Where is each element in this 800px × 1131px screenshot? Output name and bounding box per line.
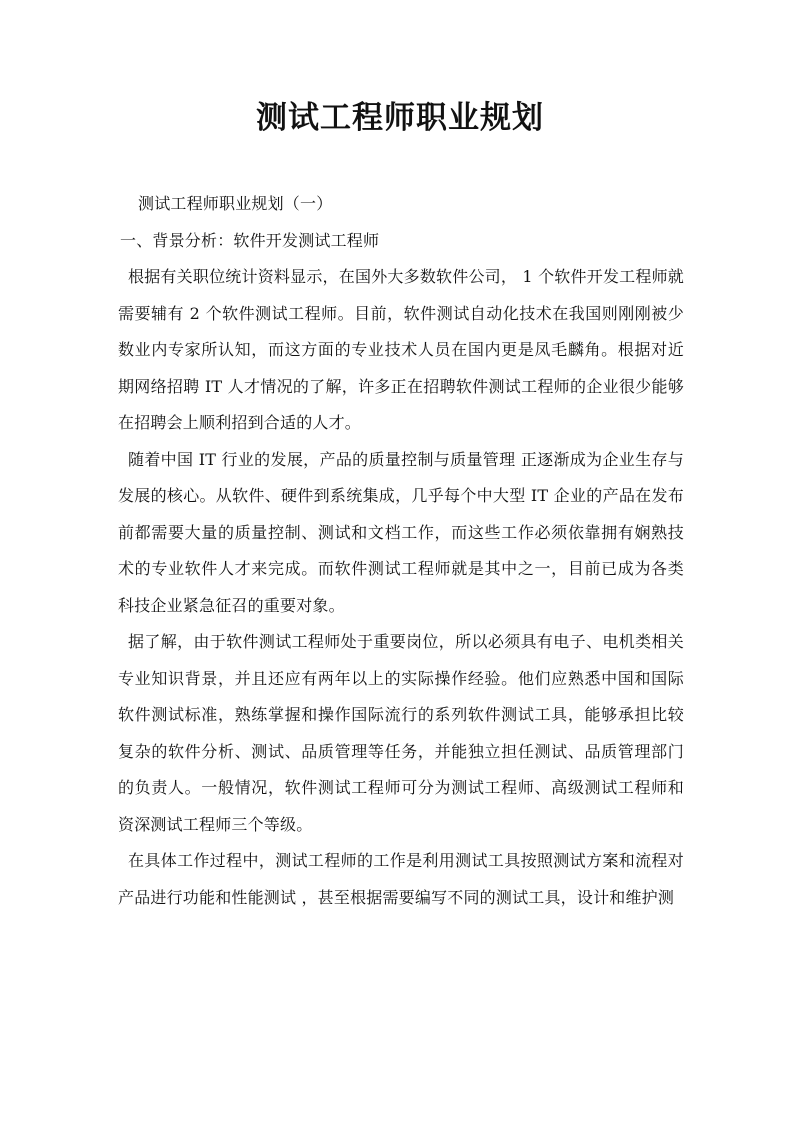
paragraph-4: 在具体工作过程中，测试工程师的工作是利用测试工具按照测试方案和流程对产品进行功能和性能测试 ，甚至根据需要编写不同的测试工具，设计和维护测 xyxy=(118,851,684,907)
paragraph-3: 据了解，由于软件测试工程师处于重要岗位，所以必须具有电子、电机类相关专业知识背景，并且还应有两年以上的实际操作经验。他们应熟悉中国和国际软件测试标准，熟练掌握和操作国际流行的系列软件测试工具，能够承担比较复杂的软件分析、测试、品质管理等任务，并能独立担任测试、品质管理部门的负责人。一般情况，软件测试工程师可分为测试工程师、高级测试工程师和资深测试工程师三个等级。 xyxy=(118,632,684,834)
section-heading: 一、背景分析：软件开发测试工程师 xyxy=(120,230,380,250)
paragraph-1: 根据有关职位统计资料显示，在国外大多数软件公司， 1 个软件开发工程师就需要辅有 2 个软件测试工程师。目前，软件测试自动化技术在我国则刚刚被少数业内专家所认知，而这方面的专业技术人员在国内更是凤毛麟角。根据对近期网络招聘 IT 人才情况的了解，许多正在招聘软件测试工程师的企业很少能够在招聘会上顺利招到合适的人才。 xyxy=(118,267,684,432)
document-subtitle: 测试工程师职业规划（一） xyxy=(138,194,333,213)
document-title: 测试工程师职业规划 xyxy=(256,100,544,136)
paragraph-2: 随着中国 IT 行业的发展，产品的质量控制与质量管理 正逐渐成为企业生存与发展的核心。从软件、硬件到系统集成，几乎每个中大型 IT 企业的产品在发布前都需要大量的质量控制、测试和文档工作，而这些工作必须依靠拥有娴熟技术的专业软件人才来完成。而软件测试工程师就是其中之一，目前已成为各类科技企业紧急征召的重要对象。 xyxy=(118,449,684,615)
document-body xyxy=(118,186,684,916)
